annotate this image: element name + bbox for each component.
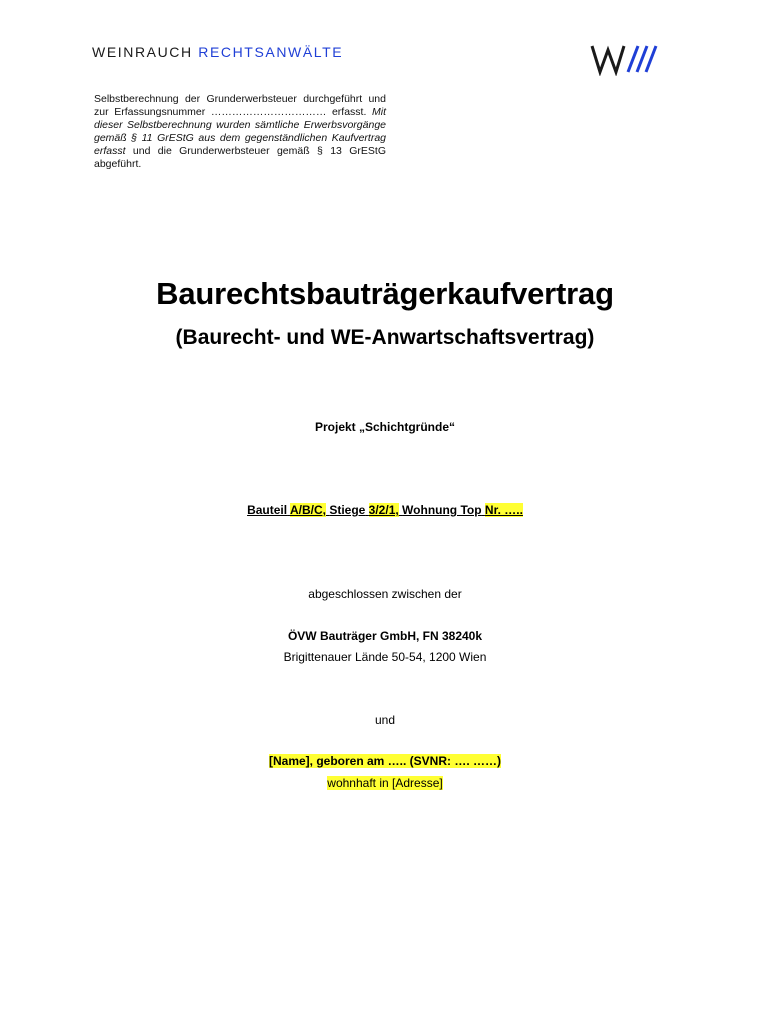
tax-note-line2: erfasst. [331,106,367,118]
seller-address: Brigittenauer Lände 50-54, 1200 Wien [283,650,487,664]
unit-designation [0,503,770,517]
buyer-address [0,776,770,790]
registration-number-blank: …………………………… [210,106,327,118]
firm-name-first: WEINRAUCH [92,44,193,60]
bauteil-label: Bauteil [247,503,288,517]
tax-note-italic: Mit dieser Selbstberechnung wurden sämtliche Erwerbsvorgänge gemäß § 11 GrEStG aus dem gegenständlichen Kaufvertrag erfasst [94,106,386,157]
and-text: und [374,713,396,727]
concluded-between-text: abgeschlossen zwischen der [308,587,462,601]
stiege-value: 3/2/1, [368,503,399,517]
buyer-address-value: wohnhaft in [Adresse] [327,776,443,790]
buyer-name-value: [Name], geboren am ….. (SVNR: …. ……) [268,754,502,768]
buyer-name [0,754,770,768]
firm-name [92,44,343,60]
wohnung-label: Wohnung Top [402,503,482,517]
firm-name-second: RECHTSANWÄLTE [198,44,344,60]
project-name: Projekt „Schichtgründe“ [314,420,456,434]
tax-note-line3: und die Grunderwerbsteuer gemäß § 13 GrEStG abgeführt. [94,145,387,170]
document-title: Baurechtsbauträgerkaufvertrag [156,276,614,311]
document-subtitle: (Baurecht- und WE-Anwartschaftsvertrag) [175,326,595,349]
stiege-label: Stiege [329,503,366,517]
top-number-value: Nr. ….. [484,503,523,517]
seller-name: ÖVW Bauträger GmbH, FN 38240k [287,629,483,643]
bauteil-value: A/B/C, [289,503,326,517]
tax-note-line1: Selbstberechnung der Grunderwerbsteuer durchgeführt und zur Erfassungsnummer [94,93,386,118]
firm-logo-icon [590,42,660,76]
tax-self-assessment-note [94,93,386,171]
